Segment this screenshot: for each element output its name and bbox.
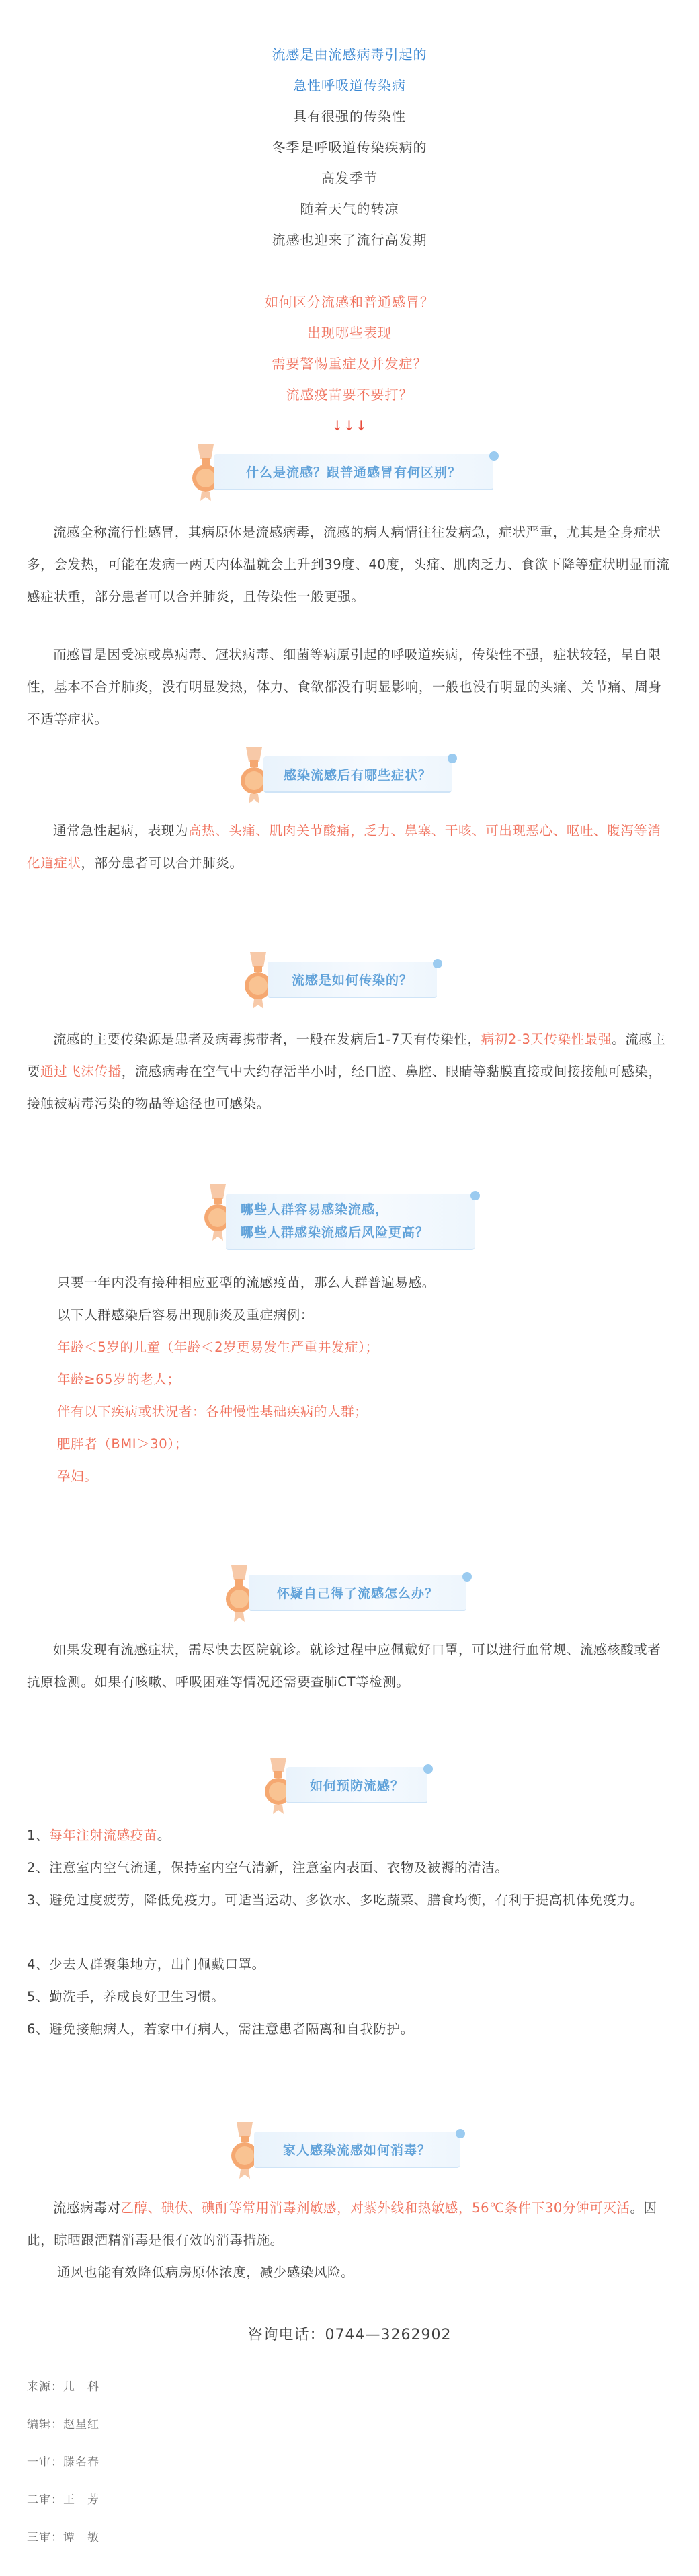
highlight-droplet: 通过飞沫传播	[40, 1064, 122, 1079]
section-title-prevention	[0, 1754, 699, 1814]
ventilation-line: 通风也能有效降低病房原体浓度，减少感染风险。	[57, 2265, 355, 2280]
intro-question: 如何区分流感和普通感冒？	[265, 294, 434, 310]
paragraph-flu-definition: 流感全称流行性感冒，其病原体是流感病毒，流感的病人病情往往发病急，症状严重，尤其是全身症状多，会发热，可能在发病一两天内体温就会上升到39度、40度，头痛、肌肉乏力、食欲下降等症状明显而流感症状重，部分患者可以合并肺炎，且传染性一般更强。	[27, 524, 670, 604]
credit-review-2: 二审：王 芳	[27, 2493, 99, 2507]
section-title-text: 什么是流感？跟普通感冒有何区别？	[245, 465, 461, 480]
highlight-vaccine: 每年注射流感疫苗	[49, 1828, 157, 1843]
credit-review-3: 三审：谭 敏	[27, 2531, 99, 2544]
text-run: 。	[157, 1828, 171, 1843]
paragraph-disinfection	[27, 2192, 672, 2257]
intro-line: 流感也迎来了流行高发期	[272, 232, 427, 248]
intro-block	[0, 39, 699, 441]
text-run: 流感的主要传染源是患者及病毒携带者，一般在发病后1-7天有传染性，	[53, 1031, 481, 1047]
intro-line: 流感是由流感病毒引起的	[272, 46, 427, 63]
prevention-item: 6、避免接触病人，若家中有病人，需注意患者隔离和自我防护。	[27, 2021, 414, 2037]
decor-dot	[433, 959, 442, 968]
text-run: 流感病毒对	[53, 2200, 121, 2216]
section-title-text: 哪些人群容易感染流感，	[241, 1202, 389, 1217]
section-title-bar	[249, 1575, 466, 1611]
risk-item: 年龄≥65岁的老人；	[57, 1372, 181, 1387]
paragraph-transmission	[27, 1023, 672, 1120]
decor-dot	[470, 1191, 480, 1200]
prevention-item: 4、少去人群聚集地方，出门佩戴口罩。	[27, 1957, 265, 1972]
decor-dot	[462, 1572, 472, 1582]
section-title-bar	[268, 962, 437, 998]
risk-item: 肥胖者（BMI＞30）；	[57, 1436, 188, 1452]
down-arrows: ↓↓↓	[331, 418, 368, 434]
decor-dot	[423, 1764, 433, 1774]
paragraph-cold-definition: 而感冒是因受凉或鼻病毒、冠状病毒、细菌等病原引起的呼吸道疾病，传染性不强，症状较轻，呈自限性，基本不合并肺炎，没有明显发热，体力、食欲都没有明显影响，一般也没有明显的头痛、关节痛、周身不适等症状。	[27, 647, 662, 727]
section-title-disinfection	[0, 2118, 699, 2179]
risk-item: 伴有以下疾病或状况者：各种慢性基础疾病的人群；	[57, 1404, 368, 1419]
intro-line: 具有很强的传染性	[293, 108, 406, 124]
section-title-text: 怀疑自己得了流感怎么办？	[276, 1586, 438, 1601]
intro-line: 随着天气的转凉	[300, 201, 399, 217]
section-title-bar	[286, 1767, 427, 1803]
prevention-item: 5、勤洗手，养成良好卫生习惯。	[27, 1989, 225, 2004]
section-title-bar	[254, 2132, 460, 2168]
section-title-what-is-flu	[0, 440, 699, 501]
decor-dot	[489, 451, 499, 461]
highlight-disinfectants: 乙醇、碘伏、碘酊等常用消毒剂敏感，对紫外线和热敏感，56℃条件下30分钟可灭活	[120, 2200, 630, 2216]
text-run: ，流感病毒在空气中大约存活半小时，经口腔、鼻腔、眼睛等黏膜直接或间接接触可感染，接触被病毒污染的物品等途径也可感染。	[27, 1064, 662, 1111]
risk-intro-line: 以下人群感染后容易出现肺炎及重症病例：	[57, 1307, 314, 1323]
intro-question: 流感疫苗要不要打？	[286, 387, 413, 403]
section-title-text: 感染流感后有哪些症状？	[283, 767, 431, 783]
consult-phone: 咨询电话：0744—3262902	[247, 2327, 452, 2343]
risk-item: 年龄＜5岁的儿童（年龄＜2岁更易发生严重并发症）；	[57, 1339, 379, 1355]
intro-question: 出现哪些表现	[307, 325, 392, 341]
credit-review-1: 一审：滕名春	[27, 2456, 99, 2469]
text-run: 1、	[27, 1828, 50, 1843]
risk-intro-line: 只要一年内没有接种相应亚型的流感疫苗，那么人群普遍易感。	[57, 1275, 436, 1290]
text-run: 通常急性起病，表现为	[53, 823, 189, 838]
prevention-item	[27, 1820, 672, 1852]
paragraph-what-to-do: 如果发现有流感症状，需尽快去医院就诊。就诊过程中应佩戴好口罩，可以进行血常规、流感核酸或者抗原检测。如果有咳嗽、呼吸困难等情况还需要查肺CT等检测。	[27, 1642, 661, 1690]
intro-line: 急性呼吸道传染病	[293, 77, 406, 93]
section-title-text: 哪些人群感染流感后风险更高？	[241, 1225, 429, 1240]
paragraph-symptoms	[27, 815, 672, 880]
text-run: 。流感主要	[27, 1031, 666, 1079]
text-run: ，部分患者可以合并肺炎。	[81, 855, 243, 871]
section-title-text: 家人感染流感如何消毒？	[282, 2142, 431, 2158]
highlight-symptoms: 高热、头痛、肌肉关节酸痛，乏力、鼻塞、干咳、可出现恶心、呕吐、腹泻等消化道症状	[27, 823, 661, 871]
section-title-text: 流感是如何传染的？	[291, 972, 413, 988]
section-title-bar	[226, 1194, 475, 1250]
decor-dot	[456, 2129, 465, 2138]
intro-line: 高发季节	[321, 170, 378, 186]
prevention-item: 3、避免过度疲劳，降低免疫力。可适当运动、多饮水、多吃蔬菜、膳食均衡，有利于提高机体免疫力。	[27, 1892, 644, 1908]
section-title-what-to-do	[0, 1561, 699, 1622]
section-title-symptoms	[0, 743, 699, 804]
prevention-item: 2、注意室内空气流通，保持室内空气清新，注意室内表面、衣物及被褥的清洁。	[27, 1860, 509, 1875]
credit-editor: 编辑：赵星红	[27, 2418, 99, 2431]
section-title-transmission	[0, 948, 699, 1009]
credit-source: 来源：儿 科	[27, 2380, 99, 2394]
intro-line: 冬季是呼吸道传染疾病的	[272, 139, 427, 155]
intro-question: 需要警惕重症及并发症？	[272, 356, 427, 372]
intro-spacer	[0, 256, 699, 286]
section-title-bar	[263, 756, 452, 793]
section-title-text: 如何预防流感？	[309, 1778, 404, 1793]
section-title-bar	[214, 454, 493, 490]
section-title-risk-groups	[0, 1180, 699, 1254]
text-run: 。因此，晾晒跟酒精消毒是很有效的消毒措施。	[27, 2200, 657, 2248]
decor-dot	[448, 754, 457, 763]
risk-item: 孕妇。	[57, 1469, 98, 1484]
highlight-contagious-period: 病初2-3天传染性最强	[481, 1031, 612, 1047]
